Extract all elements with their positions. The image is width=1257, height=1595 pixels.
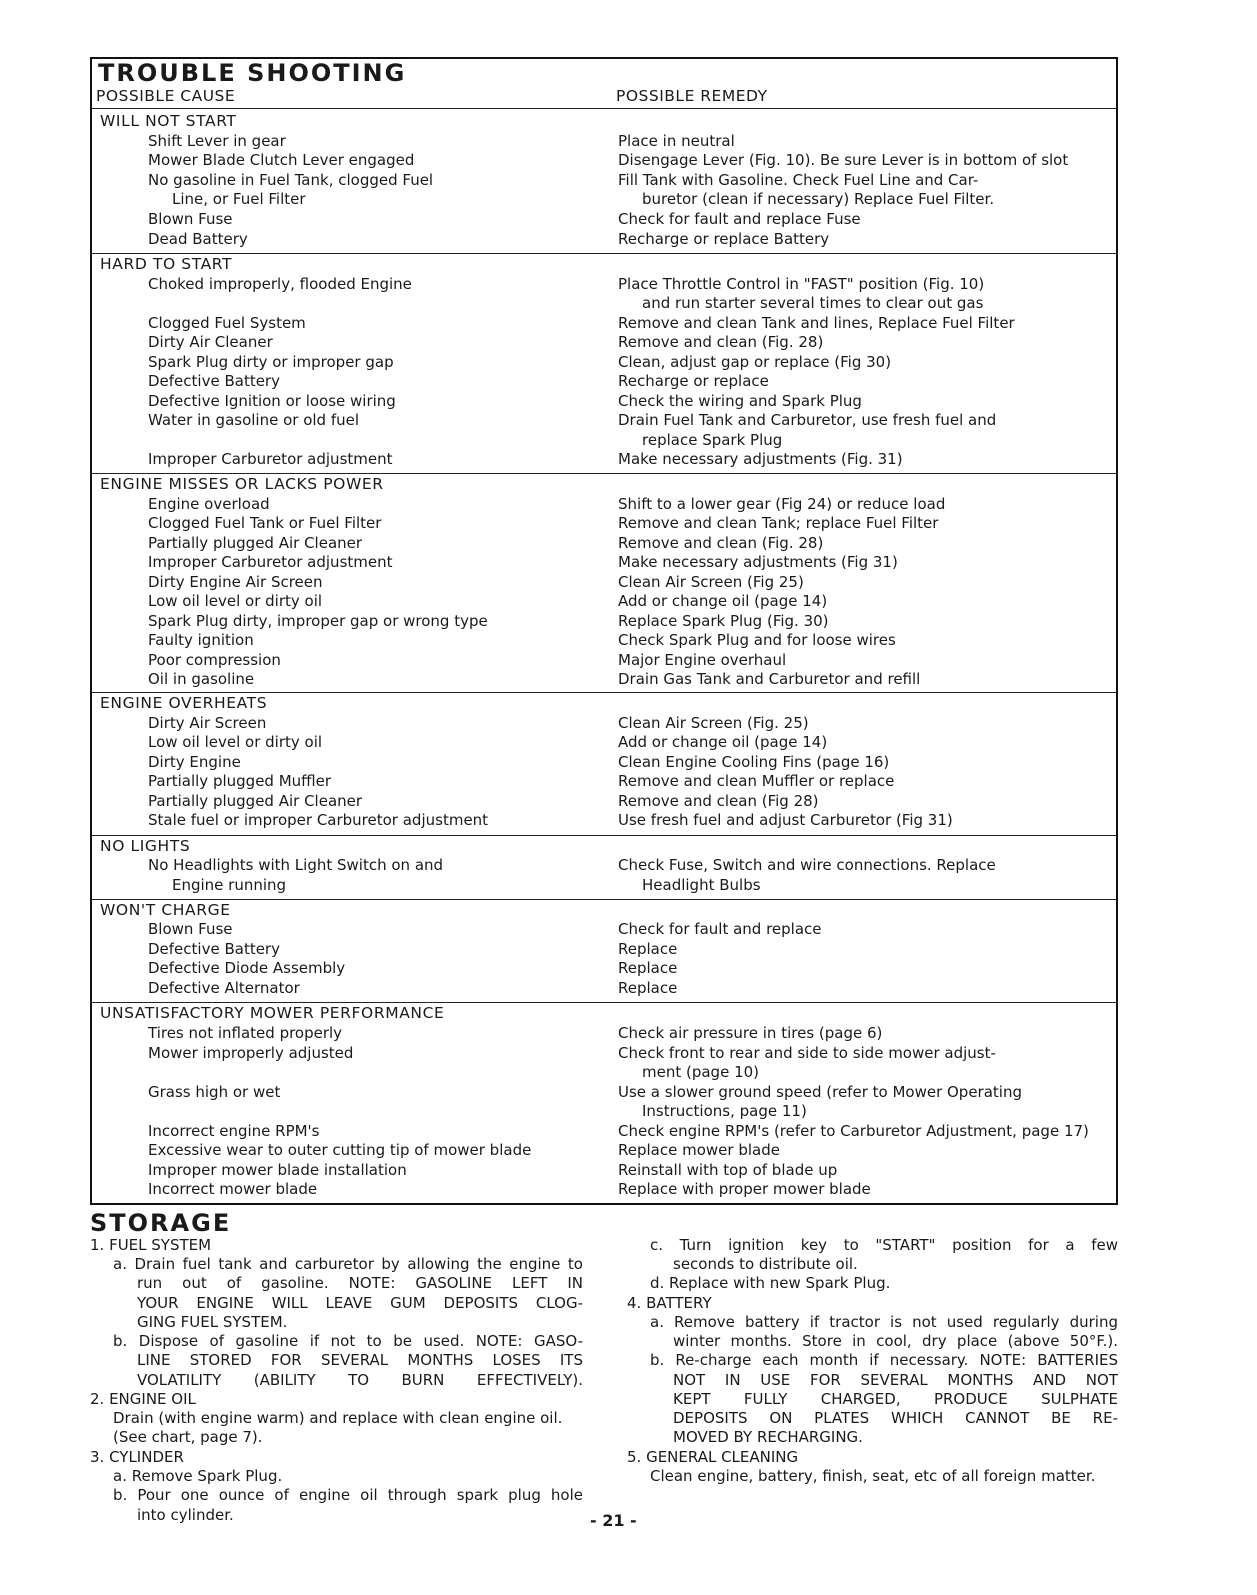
possible-cause: No Headlights with Light Switch on and [148, 856, 444, 874]
possible-cause: Line, or Fuel Filter [172, 190, 306, 208]
possible-cause: Shift Lever in gear [148, 132, 286, 150]
possible-remedy: Check Fuse, Switch and wire connections. Replace [618, 856, 996, 874]
storage-text: LINE STORED FOR SEVERAL MONTHS LOSES ITS [137, 1351, 583, 1369]
possible-cause: Stale fuel or improper Carburetor adjustment [148, 811, 489, 829]
possible-cause: Partially plugged Muffler [148, 772, 332, 790]
possible-cause: Dirty Air Screen [148, 714, 267, 732]
section-divider [92, 108, 1116, 109]
possible-remedy: Replace with proper mower blade [618, 1180, 871, 1198]
possible-cause: Clogged Fuel System [148, 314, 306, 332]
possible-cause: Engine overload [148, 495, 270, 513]
possible-remedy: Use fresh fuel and adjust Carburetor (Fig 31) [618, 811, 953, 829]
section-divider [92, 473, 1116, 474]
possible-cause: Spark Plug dirty or improper gap [148, 353, 394, 371]
possible-remedy: Replace mower blade [618, 1141, 780, 1159]
storage-heading: 4. BATTERY [627, 1294, 712, 1312]
storage-text: d. Replace with new Spark Plug. [650, 1274, 891, 1292]
possible-remedy: Remove and clean (Fig. 28) [618, 534, 824, 552]
storage-text: into cylinder. [137, 1506, 234, 1524]
storage-text: VOLATILITY (ABILITY TO BURN EFFECTIVELY). [137, 1371, 583, 1389]
possible-cause: Clogged Fuel Tank or Fuel Filter [148, 514, 382, 532]
possible-cause: Grass high or wet [148, 1083, 281, 1101]
possible-cause: Mower Blade Clutch Lever engaged [148, 151, 415, 169]
possible-remedy: Drain Fuel Tank and Carburetor, use fresh fuel and [618, 411, 997, 429]
storage-heading: 2. ENGINE OIL [90, 1390, 196, 1408]
possible-remedy: Disengage Lever (Fig. 10). Be sure Lever is in bottom of slot [618, 151, 1069, 169]
possible-cause: Defective Battery [148, 372, 280, 390]
possible-cause: Dirty Engine Air Screen [148, 573, 323, 591]
storage-text: run out of gasoline. NOTE: GASOLINE LEFT IN [137, 1274, 583, 1292]
possible-remedy: Major Engine overhaul [618, 651, 787, 669]
possible-remedy: Clean Air Screen (Fig. 25) [618, 714, 809, 732]
possible-cause: Incorrect engine RPM's [148, 1122, 320, 1140]
possible-cause: Dirty Engine [148, 753, 241, 771]
possible-remedy: Recharge or replace [618, 372, 769, 390]
possible-remedy: Make necessary adjustments (Fig. 31) [618, 450, 903, 468]
storage-text: winter months. Store in cool, dry place (above 50°F.). [673, 1332, 1118, 1350]
section-heading: NO LIGHTS [100, 837, 191, 855]
possible-cause: Poor compression [148, 651, 281, 669]
possible-remedy: Replace [618, 940, 678, 958]
possible-remedy: Drain Gas Tank and Carburetor and refill [618, 670, 921, 688]
possible-cause: Partially plugged Air Cleaner [148, 534, 363, 552]
possible-remedy: Remove and clean Muffler or replace [618, 772, 895, 790]
storage-text: Clean engine, battery, finish, seat, etc of all foreign matter. [650, 1467, 1096, 1485]
possible-remedy: Replace [618, 959, 678, 977]
possible-remedy: buretor (clean if necessary) Replace Fuel Filter. [642, 190, 995, 208]
storage-heading: 3. CYLINDER [90, 1448, 184, 1466]
possible-remedy: Remove and clean (Fig 28) [618, 792, 819, 810]
storage-text: DEPOSITS ON PLATES WHICH CANNOT BE RE- [673, 1409, 1118, 1427]
possible-remedy: Clean, adjust gap or replace (Fig 30) [618, 353, 892, 371]
possible-remedy: Remove and clean Tank and lines, Replace Fuel Filter [618, 314, 1015, 332]
possible-remedy: Add or change oil (page 14) [618, 733, 828, 751]
possible-remedy: Check front to rear and side to side mower adjust- [618, 1044, 996, 1062]
possible-remedy: Check for fault and replace Fuse [618, 210, 861, 228]
section-divider [92, 1002, 1116, 1003]
possible-cause: Low oil level or dirty oil [148, 733, 323, 751]
possible-remedy: Fill Tank with Gasoline. Check Fuel Line and Car- [618, 171, 979, 189]
possible-remedy: Use a slower ground speed (refer to Mower Operating [618, 1083, 1022, 1101]
possible-remedy: Check engine RPM's (refer to Carburetor Adjustment, page 17) [618, 1122, 1089, 1140]
section-divider [92, 899, 1116, 900]
possible-remedy: and run starter several times to clear out gas [642, 294, 984, 312]
storage-text: Drain (with engine warm) and replace with clean engine oil. [113, 1409, 563, 1427]
possible-cause: Defective Alternator [148, 979, 300, 997]
storage-text: c. Turn ignition key to "START" position for a few [650, 1236, 1118, 1254]
possible-remedy: Shift to a lower gear (Fig 24) or reduce load [618, 495, 946, 513]
section-heading: UNSATISFACTORY MOWER PERFORMANCE [100, 1004, 445, 1022]
possible-remedy: Reinstall with top of blade up [618, 1161, 838, 1179]
possible-cause: Engine running [172, 876, 287, 894]
possible-remedy: Instructions, page 11) [642, 1102, 807, 1120]
section-divider [92, 835, 1116, 836]
possible-cause: Defective Diode Assembly [148, 959, 346, 977]
storage-heading: 1. FUEL SYSTEM [90, 1236, 212, 1254]
possible-cause: Improper Carburetor adjustment [148, 450, 393, 468]
possible-cause: Low oil level or dirty oil [148, 592, 323, 610]
possible-remedy: Add or change oil (page 14) [618, 592, 828, 610]
possible-cause: Incorrect mower blade [148, 1180, 318, 1198]
possible-cause: Defective Ignition or loose wiring [148, 392, 396, 410]
header-possible-cause: POSSIBLE CAUSE [96, 87, 236, 105]
storage-title: STORAGE [90, 1209, 232, 1237]
possible-cause: Spark Plug dirty, improper gap or wrong type [148, 612, 488, 630]
storage-text: KEPT FULLY CHARGED, PRODUCE SULPHATE [673, 1390, 1118, 1408]
section-heading: HARD TO START [100, 255, 233, 273]
possible-cause: Defective Battery [148, 940, 280, 958]
storage-text: a. Remove battery if tractor is not used regularly during [650, 1313, 1118, 1331]
possible-remedy: Check Spark Plug and for loose wires [618, 631, 896, 649]
possible-remedy: Remove and clean Tank; replace Fuel Filter [618, 514, 939, 532]
possible-remedy: Clean Engine Cooling Fins (page 16) [618, 753, 890, 771]
possible-cause: Improper Carburetor adjustment [148, 553, 393, 571]
storage-text: b. Re-charge each month if necessary. NOTE: BATTERIES [650, 1351, 1118, 1369]
storage-heading: 5. GENERAL CLEANING [627, 1448, 799, 1466]
section-heading: WON'T CHARGE [100, 901, 231, 919]
possible-cause: Choked improperly, flooded Engine [148, 275, 412, 293]
possible-cause: Faulty ignition [148, 631, 254, 649]
storage-text: NOT IN USE FOR SEVERAL MONTHS AND NOT [673, 1371, 1118, 1389]
possible-remedy: Remove and clean (Fig. 28) [618, 333, 824, 351]
storage-text: YOUR ENGINE WILL LEAVE GUM DEPOSITS CLOG- [137, 1294, 583, 1312]
possible-cause: Dirty Air Cleaner [148, 333, 273, 351]
possible-cause: Excessive wear to outer cutting tip of mower blade [148, 1141, 532, 1159]
page-number: - 21 - [590, 1511, 637, 1530]
section-divider [92, 692, 1116, 693]
possible-remedy: Check the wiring and Spark Plug [618, 392, 862, 410]
storage-text: b. Pour one ounce of engine oil through spark plug hole [113, 1486, 583, 1504]
possible-remedy: Place in neutral [618, 132, 735, 150]
section-heading: ENGINE MISSES OR LACKS POWER [100, 475, 384, 493]
storage-text: MOVED BY RECHARGING. [673, 1428, 863, 1446]
possible-cause: Improper mower blade installation [148, 1161, 407, 1179]
possible-cause: Dead Battery [148, 230, 248, 248]
possible-remedy: Make necessary adjustments (Fig 31) [618, 553, 898, 571]
storage-text: a. Drain fuel tank and carburetor by allowing the engine to [113, 1255, 583, 1273]
storage-text: b. Dispose of gasoline if not to be used. NOTE: GASO- [113, 1332, 583, 1350]
possible-remedy: Headlight Bulbs [642, 876, 761, 894]
possible-remedy: ment (page 10) [642, 1063, 760, 1081]
possible-remedy: Place Throttle Control in "FAST" position (Fig. 10) [618, 275, 985, 293]
possible-cause: Partially plugged Air Cleaner [148, 792, 363, 810]
possible-cause: Water in gasoline or old fuel [148, 411, 360, 429]
possible-cause: Blown Fuse [148, 920, 233, 938]
possible-remedy: replace Spark Plug [642, 431, 783, 449]
storage-text: (See chart, page 7). [113, 1428, 263, 1446]
troubleshooting-title: TROUBLE SHOOTING [98, 59, 407, 87]
possible-cause: No gasoline in Fuel Tank, clogged Fuel [148, 171, 434, 189]
possible-remedy: Recharge or replace Battery [618, 230, 830, 248]
section-divider [92, 253, 1116, 254]
possible-remedy: Replace Spark Plug (Fig. 30) [618, 612, 829, 630]
possible-remedy: Check for fault and replace [618, 920, 822, 938]
storage-text: a. Remove Spark Plug. [113, 1467, 283, 1485]
possible-cause: Oil in gasoline [148, 670, 255, 688]
possible-cause: Tires not inflated properly [148, 1024, 343, 1042]
storage-text: seconds to distribute oil. [673, 1255, 858, 1273]
storage-text: GING FUEL SYSTEM. [137, 1313, 288, 1331]
possible-remedy: Check air pressure in tires (page 6) [618, 1024, 883, 1042]
possible-remedy: Clean Air Screen (Fig 25) [618, 573, 804, 591]
possible-cause: Mower improperly adjusted [148, 1044, 354, 1062]
possible-cause: Blown Fuse [148, 210, 233, 228]
header-possible-remedy: POSSIBLE REMEDY [616, 87, 768, 105]
section-heading: ENGINE OVERHEATS [100, 694, 268, 712]
possible-remedy: Replace [618, 979, 678, 997]
section-heading: WILL NOT START [100, 112, 237, 130]
